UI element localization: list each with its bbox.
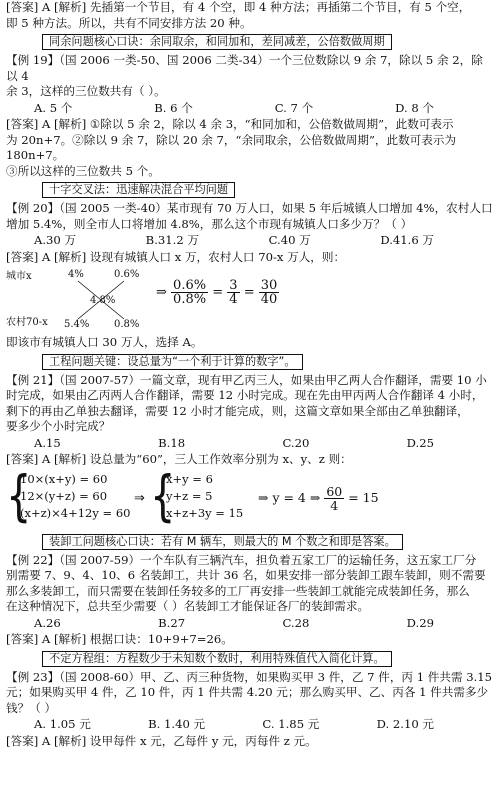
option-b: B.31.2 万: [145, 233, 199, 247]
example-22-question: 在这种情况下，总共至少需要（ ）名装卸工才能保证各厂的装卸需求。: [6, 599, 370, 613]
ratio-equation: ⇒ $\frac{0.6\%}{0.8\%}$ = $\frac{3}{4}$ = $\frac{30}{40}$: [156, 278, 278, 307]
example-19-answer: 为 20n+7。②除以 9 余 7，除以 20 余 7，“余同取余，公倍数做周期”，此数可表示为 180n+7。: [6, 132, 457, 162]
example-20-answer: [答案] A [解析] 设现有城镇人口 x 万，农村人口 70-x 万人，则：: [6, 249, 346, 264]
example-21-options: [6, 436, 494, 452]
equation-system: [6, 465, 494, 529]
example-21-question: 【例 21】（国 2007-57）一篇文章，现有甲乙丙三人，如果由甲乙两人合作翻译，需要 10 小: [6, 372, 487, 387]
option-d: D.25: [406, 435, 434, 450]
implies-arrow: ⇒: [134, 490, 145, 506]
example-23-question: 元；如果购买甲 4 件，乙 10 件，丙 1 件共需 4.20 元；那么购买甲、乙、丙各 1 件共需多少: [6, 685, 489, 699]
example-19-question: 【例 19】（国 2006 一类-50、国 2006 二类-34）一个三位数除以 9 余 7，除以 5 余 2，除以 4: [6, 53, 483, 83]
tip-box-loader-problem: 装卸工问题核心口诀：若有 M 辆车，则最大的 M 个数之和即是答案。: [42, 534, 403, 550]
cross-value-bottom-left: 5.4%: [64, 319, 90, 330]
example-23-question: 钱？（ ）: [6, 700, 57, 715]
example-19-answer: [答案] A [解析] ①除以 5 余 2，除以 4 余 3，“和同加和，公倍数做周期”，此数可表示: [6, 117, 454, 131]
option-c: C.28: [282, 615, 310, 630]
cross-value-bottom-right: 0.8%: [114, 319, 140, 330]
implies-arrow: ⇒: [156, 285, 167, 300]
fraction: $\frac{0.6\%}{0.8\%}$: [173, 278, 207, 307]
example-20-question: 【例 20】（国 2005 一类-40）某市现有 70 万人口，如果 5 年后城镇人口增加 4%，农村人口: [6, 201, 493, 215]
cross-label-rural: 农村70-x: [6, 317, 48, 328]
answer-line: 即 5 种方法。所以，共有不同安排方法 20 种。: [6, 15, 252, 30]
fraction: $\frac{30}{40}$: [260, 278, 278, 307]
cross-diagram: [6, 267, 494, 333]
example-21-question: 剩下的再由乙单独去翻译，需要 12 小时才能完成，则，这篇文章如果全部由乙单独翻译，: [6, 403, 469, 418]
example-22-options: [6, 616, 494, 632]
fraction: $\frac{3}{4}$: [229, 278, 238, 307]
tip-box-congruence: 同余问题核心口诀：余同取余，和同加和，差同减差，公倍数做周期: [42, 34, 392, 50]
system-2: x+y = 6 y+z = 5 x+z+3y = 15: [166, 471, 244, 520]
option-d: D.41.6 万: [380, 233, 434, 247]
option-c: C. 7 个: [274, 100, 314, 115]
option-d: D.29: [406, 615, 434, 630]
option-c: C.20: [282, 435, 310, 450]
example-20-options: [6, 233, 494, 249]
left-brace: {: [6, 465, 32, 528]
left-brace: {: [150, 465, 176, 528]
example-21-question: 要多少个小时完成？: [6, 419, 111, 433]
option-a: A.15: [34, 435, 61, 450]
option-b: B. 6 个: [154, 100, 193, 115]
example-22-answer: [答案] A [解析] 根据口诀：10+9+7=26。: [6, 632, 233, 646]
example-19-question: 余 3，这样的三位数共有（ ）。: [6, 84, 166, 98]
example-20-question: 增加 5.4%，则全市人口将增加 4.8%，那么这个市现有城镇人口多少万？（ ）: [6, 216, 413, 231]
cross-label-city: 城市x: [6, 271, 32, 282]
example-20-conclusion: 即该市有城镇人口 30 万人，选择 A。: [6, 335, 203, 349]
example-21-answer: [答案] A [解析] 设总量为“60”，三人工作效率分别为 x、y、z 则：: [6, 452, 352, 466]
example-22-question: 别需要 7、9、4、10、6 名装卸工，共计 36 名，如果安排一部分装卸工跟车装卸，则不需要: [6, 568, 486, 582]
answer-line: [答案] A [解析] 先插第一个节目，有 4 个空，即 4 种方法；再插第二个节目，有 5 个空，: [6, 0, 471, 14]
example-23-answer: [答案] A [解析] 设甲每件 x 元，乙每件 y 元，丙每件 z 元。: [6, 733, 317, 748]
option-a: A. 1.05 元: [34, 717, 91, 731]
example-19-answer: ③所以这样的三位数共 5 个。: [6, 163, 160, 178]
example-22-question: 那么多装卸工，而只需要在装卸任务较多的工厂再安排一些装卸工就能完成装卸任务，那么: [6, 583, 470, 598]
option-d: D. 2.10 元: [376, 717, 434, 731]
example-19-options: [6, 101, 494, 117]
example-22-question: 【例 22】（国 2007-59）一个车队有三辆汽车，担负着五家工厂的运输任务，这五家工厂分: [6, 552, 477, 567]
example-23-options: [6, 717, 494, 733]
fraction: $\frac{60}{4}$: [326, 483, 343, 513]
option-a: A. 5 个: [34, 100, 73, 115]
system-result: ⇒ y = 4 ⇒ $\frac{60}{4}$ = 15: [258, 483, 379, 513]
cross-value-top-left: 4%: [68, 269, 84, 280]
option-c: C. 1.85 元: [262, 717, 320, 731]
tip-box-indeterminate-equations: 不定方程组：方程数少于未知数个数时，利用特殊值代入简化计算。: [42, 651, 392, 667]
option-c: C.40 万: [268, 233, 311, 247]
tip-box-work-problem: 工程问题关键：设总量为“一个利于计算的数字”。: [42, 354, 303, 370]
option-d: D. 8 个: [395, 100, 434, 115]
example-21-question: 时完成，如果由乙丙两人合作翻译，需要 12 小时完成。现在先由甲丙两人合作翻译 4 小时，: [6, 388, 484, 402]
option-a: A.30 万: [34, 233, 77, 247]
option-b: B.18: [158, 435, 186, 450]
example-23-question: 【例 23】（国 2008-60）甲、乙、丙三种货物，如果购买甲 3 件，乙 7 件，丙 1 件共需 3.15: [6, 669, 493, 684]
cross-value-center: 4.8%: [90, 295, 116, 306]
system-1: 10×(x+y) = 60 12×(y+z) = 60 (x+z)×4+12y = 60: [20, 471, 131, 520]
option-b: B.27: [158, 615, 186, 630]
cross-value-top-right: 0.6%: [114, 269, 140, 280]
option-b: B. 1.40 元: [148, 717, 206, 731]
tip-box-cross-method: 十字交叉法：迅速解决混合平均问题: [42, 182, 235, 198]
option-a: A.26: [34, 615, 61, 630]
